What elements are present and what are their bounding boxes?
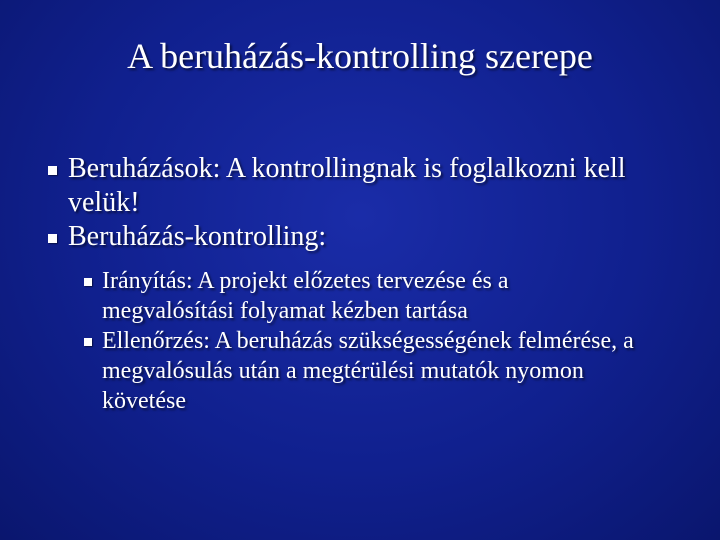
sub-bullet-text-2: Ellenőrzés: A beruházás szükségességének felmérése, a megvalósulás után a megtérülési mutatók nyomon követése — [102, 328, 634, 414]
sub-bullet-item-2 — [84, 326, 644, 416]
bullet-item-1 — [48, 152, 688, 220]
bullet-text-1: Beruházások: A kontrollingnak is foglalkozni kell velük! — [68, 153, 626, 218]
bullet-text-2: Beruházás-kontrolling: — [68, 221, 327, 252]
bullet-item-2 — [48, 220, 688, 254]
square-bullet-icon — [84, 338, 92, 346]
square-bullet-icon — [48, 234, 57, 243]
bullet-list — [48, 152, 688, 416]
sub-bullet-item-1 — [84, 266, 644, 326]
square-bullet-icon — [48, 166, 57, 175]
sub-bullet-text-1: Irányítás: A projekt előzetes tervezése és a megvalósítási folyamat kézben tartása — [102, 268, 509, 324]
slide-title: A beruházás-kontrolling szerepe — [127, 36, 593, 76]
square-bullet-icon — [84, 278, 92, 286]
sub-bullet-list — [84, 266, 644, 416]
